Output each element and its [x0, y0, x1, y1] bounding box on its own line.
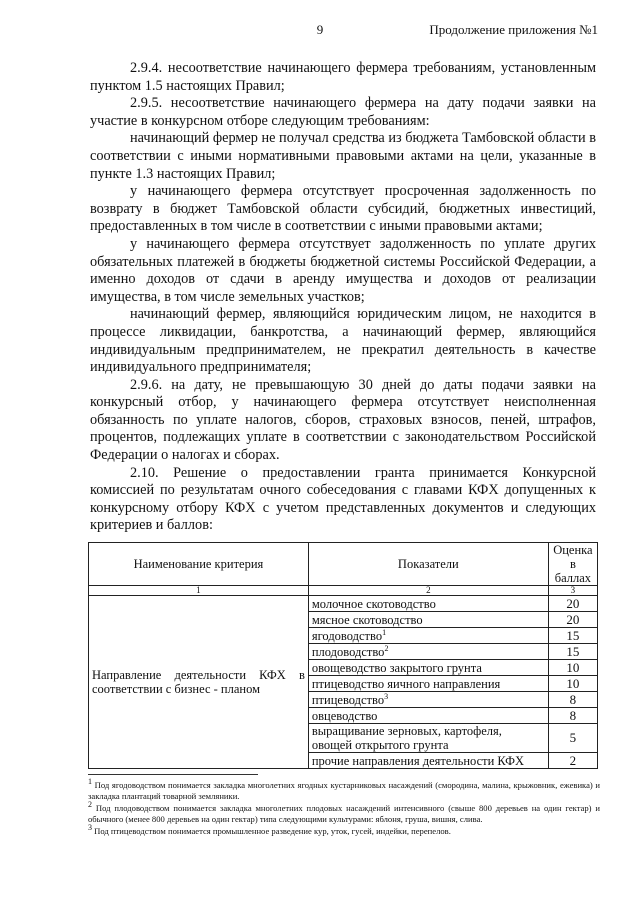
header-score: Оценка в баллах [548, 543, 597, 586]
score-cell: 10 [548, 660, 597, 676]
footnote-text: Под ягодоводством понимается закладка многолетних ягодных кустарниковых насаждений (смородина, малина, крыжовник, ежевика) и закладка плантаций товарной земляники. [88, 780, 600, 802]
page-number: 9 [316, 22, 324, 37]
indicator-cell [308, 708, 548, 724]
table-row [89, 596, 598, 612]
indicator-cell [308, 724, 548, 753]
indicator-cell [308, 628, 548, 644]
indicator-label: прочие направления деятельности КФХ [311, 753, 525, 768]
criteria-table [88, 542, 598, 769]
indicator-label: плодоводство [311, 644, 385, 659]
score-cell: 10 [548, 676, 597, 692]
indicator-label: молочное скотоводство [311, 596, 436, 611]
paragraph: начинающий фермер не получал средства из бюджета Тамбовской области в соответствии с иными нормативными правовыми актами на цели, указанные в пункте 1.3 настоящих Правил; [90, 130, 596, 182]
criterion-cell: Направление деятельности КФХ в соответствии с бизнес - планом [89, 596, 309, 769]
footnotes [88, 777, 600, 837]
score-cell: 5 [548, 724, 597, 753]
indicator-label: овощеводство закрытого грунта [311, 660, 482, 675]
footnote-mark: 1 [88, 777, 92, 787]
footnote-text: Под птицеводством понимается промышленное разведение кур, уток, гусей, индейки, перепелов. [94, 825, 451, 836]
paragraph: 2.9.5. несоответствие начинающего фермера на дату подачи заявки на участие в конкурсном отборе следующим требованиям: [90, 95, 596, 129]
footnote [88, 799, 600, 826]
footnote-ref: 1 [382, 627, 387, 637]
paragraph: начинающий фермер, являющийся юридическим лицом, не находится в процессе ликвидации, банкротства, а начинающий фермер, являющийся индивидуальным предпринимателем, не прекратил деятельность в качестве индивидуального предпринимателя; [90, 306, 596, 376]
column-number: 2 [308, 586, 548, 596]
score-cell: 8 [548, 692, 597, 708]
footnote-ref: 3 [384, 691, 389, 701]
score-cell: 2 [548, 753, 597, 769]
score-cell: 15 [548, 644, 597, 660]
indicator-label: птицеводство яичного направления [311, 676, 501, 691]
paragraph: у начинающего фермера отсутствует просроченная задолженность по возврату в бюджет Тамбовской области субсидий, бюджетных инвестиций, предоставленных в том числе в соответствии с иными правовыми актами; [90, 183, 596, 235]
footnote-divider [88, 774, 258, 775]
table-header-row [89, 543, 598, 586]
indicator-label: ягодоводство [311, 628, 383, 643]
paragraph: 2.9.6. на дату, не превышающую 30 дней до даты подачи заявки на конкурсный отбор, у начинающего фермера отсутствует неисполненная обязанность по уплате налогов, сборов, страховых взносов, пеней, штрафов, процентов, подлежащих уплате в соответствии с законодательством Российской Федерации о налогах и сборах. [90, 376, 596, 464]
indicator-label: овцеводство [311, 708, 378, 723]
indicator-cell [308, 753, 548, 769]
indicator-cell [308, 660, 548, 676]
column-number: 3 [548, 586, 597, 596]
indicator-label: мясное скотоводство [311, 612, 423, 627]
indicator-label: выращивание зерновых, картофеля, овощей открытого грунта [311, 724, 502, 752]
score-cell: 8 [548, 708, 597, 724]
footnote-ref: 2 [384, 643, 389, 653]
footnote-mark: 2 [88, 799, 92, 809]
indicator-cell [308, 596, 548, 612]
score-cell: 15 [548, 628, 597, 644]
header-criterion: Наименование критерия [89, 543, 309, 586]
indicator-cell [308, 676, 548, 692]
paragraph: у начинающего фермера отсутствует задолженность по уплате других обязательных платежей в бюджеты бюджетной системы Российской Федерации, а именно доходов от сдачи в аренду имущества и доходов от реализации имущества, в том числе земельных участков; [90, 235, 596, 305]
indicator-cell [308, 612, 548, 628]
score-cell: 20 [548, 596, 597, 612]
indicator-cell [308, 692, 548, 708]
paragraph: 2.9.4. несоответствие начинающего фермера требованиям, установленным пунктом 1.5 настоящих Правил; [90, 60, 596, 94]
indicator-cell [308, 644, 548, 660]
column-number: 1 [89, 586, 309, 596]
column-number-row [89, 586, 598, 596]
paragraph: 2.10. Решение о предоставлении гранта принимается Конкурсной комиссией по результатам очного собеседования с главами КФХ допущенных к конкурсному отбору КФХ с учетом представленных документов и следующих критериев и баллов: [90, 464, 596, 534]
footnote-text: Под плодоводством понимается закладка многолетних плодовых насаждений интенсивного (свыше 800 деревьев на один гектар) и обычного (менее 800 деревьев на один гектар) типа следующими культурами: яблоня, груша, вишня, слива. [88, 802, 600, 825]
body-text [90, 60, 596, 535]
header-indicators: Показатели [308, 543, 548, 586]
continuation-header: Продолжение приложения №1 [429, 22, 598, 37]
score-cell: 20 [548, 612, 597, 628]
indicator-label: птицеводство [311, 692, 385, 707]
footnote [88, 777, 600, 803]
footnote-mark: 3 [88, 822, 92, 832]
footnote [88, 822, 600, 837]
